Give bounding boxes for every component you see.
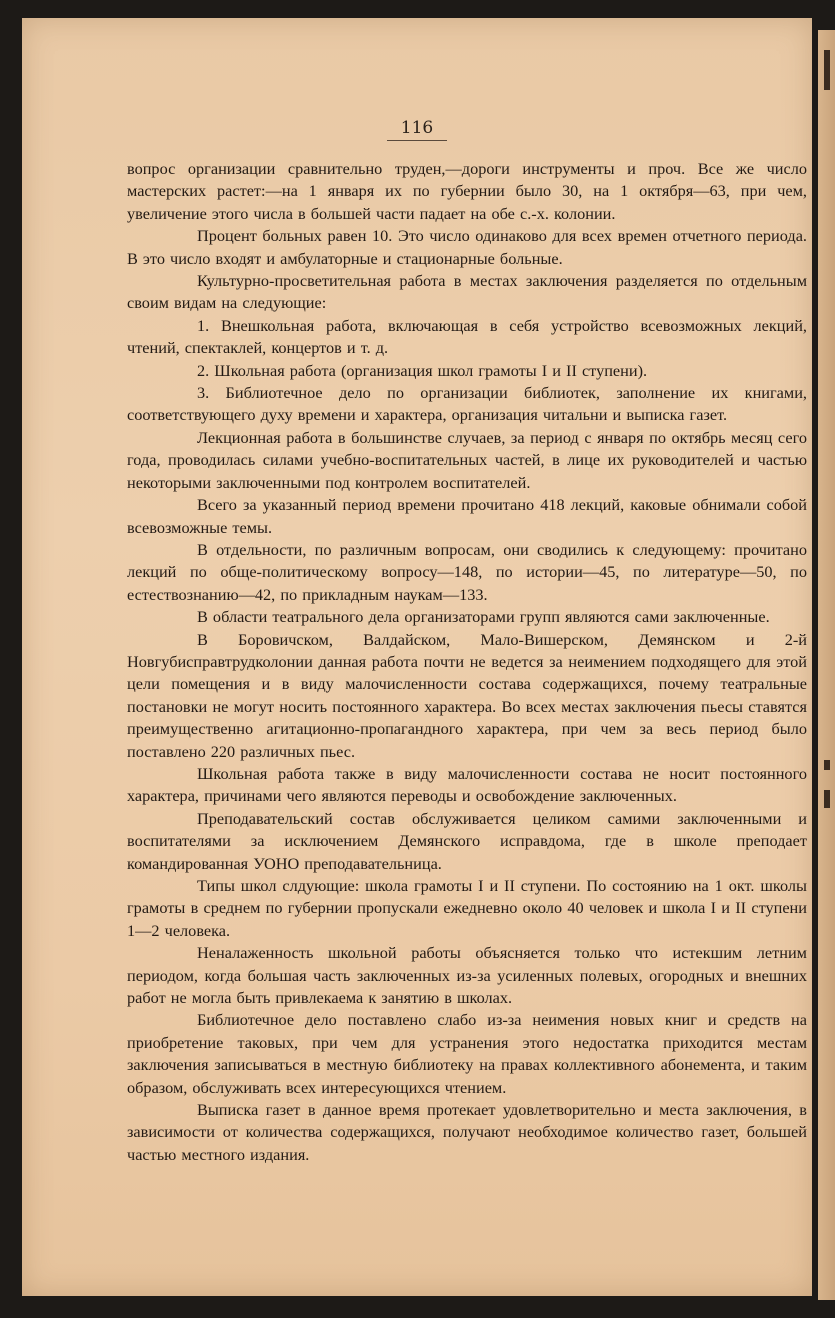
paragraph: Библиотечное дело поставлено слабо из-за неимения новых книг и средств на приобретение таковых, при чем для устранения этого недостатка приходится местам заключения записываться в местную библиотеку на правах коллективного абонемента, и таким образом, обслуживать всех интересующихся чтением. — [127, 1010, 807, 1097]
page-number-rule — [387, 140, 447, 141]
page-number-text: 116 — [400, 118, 434, 138]
edge-mark — [824, 790, 830, 808]
paragraph: Школьная работа также в виду малочисленности состава не носит постоянного характера, причинами чего являются переводы и освобождение заключенных. — [127, 763, 807, 806]
adjacent-page-edge — [818, 30, 835, 1300]
paragraph: Культурно-просветительная работа в местах заключения разделяется по отдельным своим видам на следующие: — [127, 271, 807, 313]
paragraph: В отдельности, по различным вопросам, они сводились к следующему: прочитано лекций по обще-политическому вопросу—148, по истории—45, по литературе—50, по естествознанию—42, по прикладным наукам—133. — [127, 539, 807, 604]
list-item: 1. Внешкольная работа, включающая в себя устройство всевозможных лекций, чтений, спектаклей, концертов и т. д. — [127, 315, 807, 358]
document-page — [22, 18, 812, 1296]
paragraph: Преподавательский состав обслуживается целиком самими заключенными и воспитателями за исключением Демянского исправдома, где в школе преподает командированная УОНО преподавательница. — [127, 808, 807, 873]
paragraph: вопрос организации сравнительно труден,—дороги инструменты и проч. Все же число мастерских растет:—на 1 января их по губернии было 30, на 1 октября—63, при чем, увеличение этого числа в большей части падает на обе с.-х. колонии. — [127, 159, 807, 223]
paragraph: В Боровичском, Валдайском, Мало-Вишерском, Демянском и 2-й Новгубисправтрудколонии данная работа почти не ведется за неимением подходящего для этой цели помещения и в виду малочисленности состава содержащихся, почему театральные постановки не могут носить постоянного характера. Во всех местах заключения пьесы ставятся преимущественно агитационно-пропагандного характера, при чем за весь период было поставлено 220 различных пьес. — [127, 629, 807, 761]
paragraph: Неналаженность школьной работы объясняется только что истекшим летним периодом, когда большая часть заключенных из-за усиленных полевых, огородных и внешних работ не могла быть привлекаема к занятию в школах. — [127, 943, 807, 1008]
paragraph: Выписка газет в данное время протекает удовлетворительно и места заключения, в зависимости от количества содержащихся, получают необходимое количество газет, большей частью местного издания. — [127, 1100, 807, 1164]
paragraph: В области театрального дела организаторами групп являются сами заключенные. — [197, 607, 770, 627]
paragraph: Типы школ слдующие: школа грамоты I и II ступени. По состоянию на 1 окт. школы грамоты в среднем по губернии пропускали ежедневно около 40 человек и школа I и II ступени 1—2 человека. — [127, 876, 807, 940]
paragraph: Лекционная работа в большинстве случаев, за период с января по октябрь месяц сего года, проводилась силами учебно-воспитательных частей, в лице их руководителей и частью некоторыми заключенными под контролем воспитателей. — [127, 427, 807, 492]
page-number — [22, 118, 812, 141]
list-item: 3. Библиотечное дело по организации библиотек, заполнение их книгами, соответствующего духу времени и характера, организация читальни и выписка газет. — [127, 383, 807, 425]
edge-mark — [824, 50, 830, 90]
edge-mark — [824, 760, 830, 770]
body-text — [127, 158, 807, 1166]
paragraph: Процент больных равен 10. Это число одинаково для всех времен отчетного периода. В это число входят и амбулаторные и стационарные больные. — [127, 226, 807, 268]
list-item: 2. Школьная работа (организация школ грамоты I и II ступени). — [197, 360, 648, 380]
paragraph: Всего за указанный период времени прочитано 418 лекций, каковые обнимали собой всевозможные темы. — [127, 495, 807, 537]
